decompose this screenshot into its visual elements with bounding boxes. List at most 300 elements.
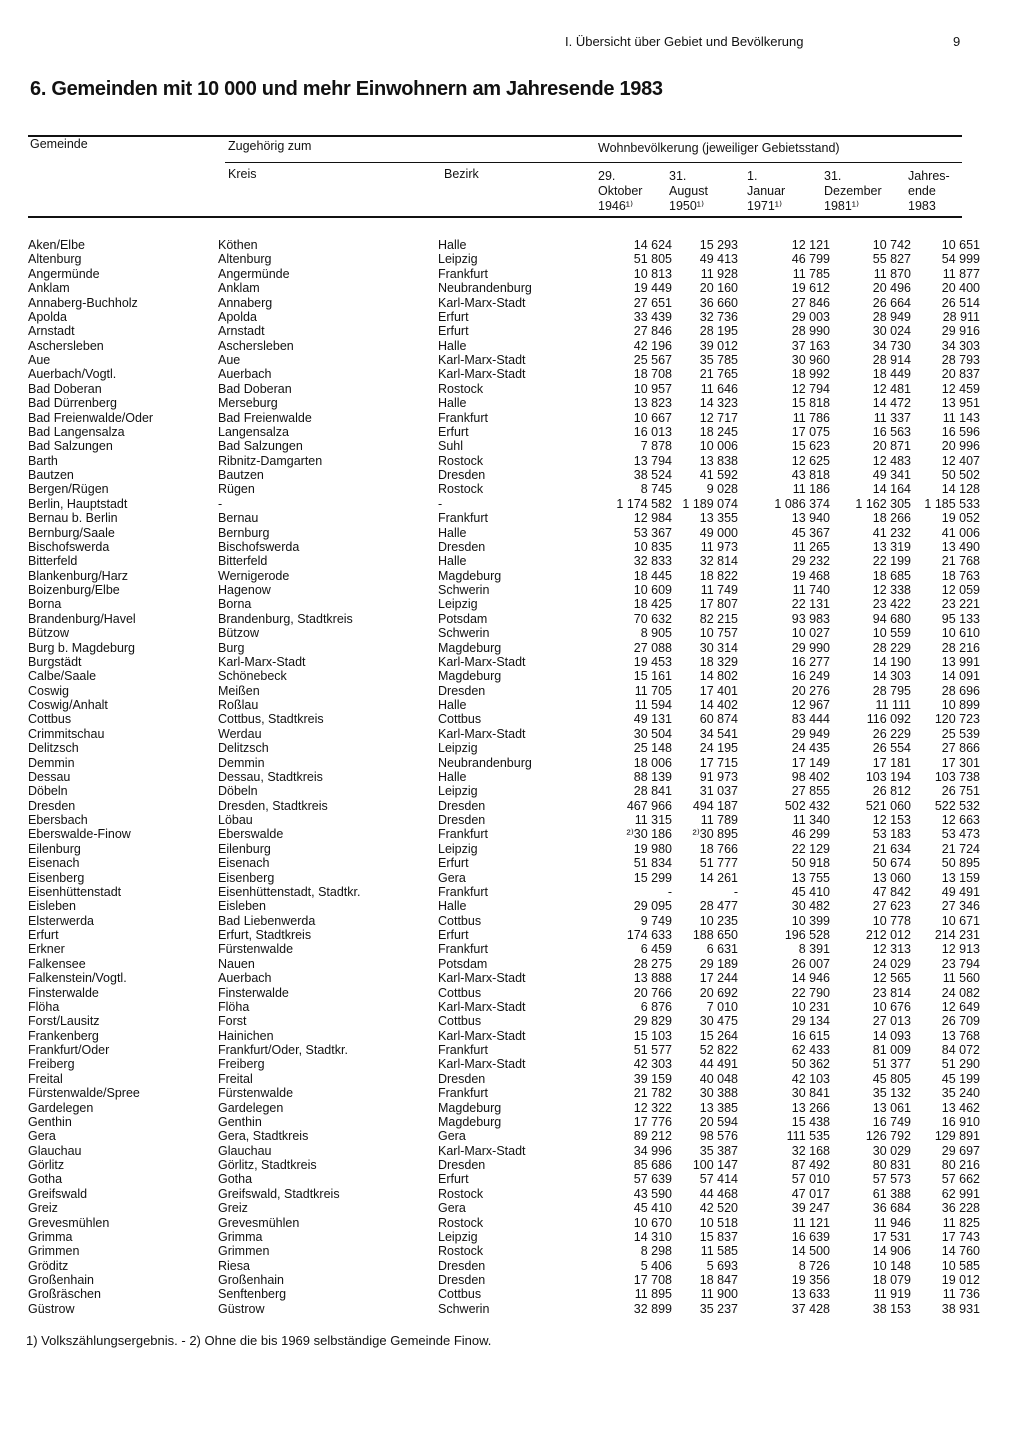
- cell-value: 26 664: [872, 295, 911, 310]
- cell-value: 44 491: [699, 1057, 738, 1072]
- col-date-line1: 31.: [669, 169, 687, 183]
- cell-value: 21 765: [699, 367, 738, 382]
- cell-value: 47 842: [872, 884, 911, 899]
- cell-gemeinde: Apolda: [28, 309, 67, 324]
- cell-gemeinde: Grimma: [28, 1229, 73, 1244]
- table-row: [28, 1043, 980, 1057]
- cell-value: 11 870: [873, 266, 911, 281]
- cell-value: 11 786: [792, 410, 830, 425]
- cell-kreis: Forst: [218, 1014, 247, 1029]
- cell-value: 29 697: [941, 1143, 980, 1158]
- cell-value: 30 504: [633, 726, 672, 741]
- cell-value: 11 315: [634, 813, 672, 827]
- cell-value: 30 029: [872, 1143, 911, 1158]
- cell-value: 15 103: [633, 1028, 672, 1043]
- cell-value: 30 475: [699, 1014, 738, 1029]
- col-date-line2: Dezember: [824, 184, 882, 198]
- cell-value: 38 931: [941, 1301, 980, 1316]
- cell-value: 30 841: [791, 1086, 830, 1101]
- cell-value: 34 996: [633, 1143, 672, 1158]
- cell-value: 34 730: [872, 338, 911, 353]
- cell-kreis: Erfurt, Stadtkreis: [218, 928, 312, 942]
- table-row: [28, 755, 980, 770]
- cell-value: 29 829: [633, 1014, 672, 1029]
- cell-kreis: Gardelegen: [218, 1100, 284, 1115]
- cell-value: 13 951: [941, 396, 980, 411]
- cell-bezirk: Frankfurt: [438, 827, 489, 842]
- cell-value: 29 990: [791, 640, 830, 655]
- cell-bezirk: Halle: [438, 396, 467, 411]
- cell-value: 13 462: [941, 1100, 980, 1115]
- table-row: [28, 1258, 980, 1273]
- cell-value: 14 128: [941, 482, 980, 497]
- col-date-line3: 1946¹⁾: [598, 199, 634, 213]
- cell-value: 39 159: [633, 1071, 672, 1086]
- cell-value: 42 103: [791, 1071, 830, 1086]
- cell-value: 14 500: [791, 1244, 830, 1259]
- cell-value: 16 013: [633, 424, 672, 439]
- cell-value: 22 199: [872, 554, 911, 569]
- col-date-line1: 29.: [598, 169, 616, 183]
- cell-value: 18 079: [872, 1273, 911, 1287]
- cell-kreis: Greiz: [218, 1201, 248, 1216]
- col-bezirk: Bezirk: [444, 167, 479, 181]
- cell-value: 98 402: [791, 769, 830, 784]
- table-row: [28, 626, 980, 641]
- cell-value: 19 052: [941, 511, 980, 526]
- cell-gemeinde: Berlin, Hauptstadt: [28, 496, 128, 511]
- cell-value: 98 576: [699, 1129, 738, 1144]
- cell-value: 18 266: [872, 511, 911, 526]
- table-row: [28, 597, 980, 612]
- cell-value: 11 785: [792, 266, 830, 281]
- cell-value: 35 132: [872, 1086, 911, 1101]
- table-row: [28, 1186, 980, 1201]
- table-row: [28, 439, 980, 454]
- cell-value: 196 528: [784, 928, 830, 942]
- cell-value: 22 129: [791, 841, 830, 856]
- cell-value: 50 674: [872, 856, 911, 871]
- cell-value: 53 367: [633, 525, 672, 540]
- cell-value: 20 996: [941, 439, 980, 454]
- cell-value: 32 736: [699, 309, 738, 324]
- cell-value: 42 520: [699, 1201, 738, 1216]
- cell-gemeinde: Bad Salzungen: [28, 439, 113, 454]
- cell-value: 13 060: [872, 870, 911, 885]
- cell-bezirk: Rostock: [438, 1215, 484, 1230]
- cell-value: 10 006: [699, 439, 738, 454]
- cell-bezirk: Leipzig: [438, 741, 478, 756]
- cell-value: 10 027: [791, 626, 830, 641]
- cell-value: 18 685: [872, 568, 911, 583]
- cell-gemeinde: Coswig/Anhalt: [28, 698, 108, 712]
- cell-value: 7 878: [640, 439, 672, 454]
- cell-bezirk: Dresden: [438, 539, 486, 554]
- cell-bezirk: Erfurt: [438, 309, 469, 324]
- cell-value: 28 696: [941, 683, 980, 698]
- cell-value: 21 768: [941, 554, 980, 569]
- cell-value: 111 535: [786, 1129, 830, 1144]
- cell-value: 12 625: [791, 453, 830, 468]
- cell-value: 14 310: [633, 1229, 672, 1244]
- cell-value: 13 991: [941, 654, 980, 669]
- cell-value: 19 980: [633, 841, 672, 856]
- cell-kreis: Aschersleben: [218, 338, 294, 353]
- cell-value: 18 766: [699, 841, 738, 856]
- cell-value: 20 692: [699, 985, 738, 1000]
- cell-value: 28 793: [941, 353, 980, 367]
- cell-value: 174 633: [626, 928, 672, 942]
- cell-value: 13 266: [791, 1100, 830, 1115]
- table-row: [28, 956, 980, 971]
- cell-value: 30 960: [791, 353, 830, 367]
- cell-gemeinde: Bad Langensalza: [28, 424, 125, 439]
- cell-bezirk: Karl-Marx-Stadt: [438, 295, 526, 310]
- cell-value: 14 164: [872, 482, 911, 497]
- cell-gemeinde: Delitzsch: [28, 741, 79, 756]
- table-row: [28, 870, 980, 885]
- cell-value: 32 814: [699, 554, 738, 569]
- cell-bezirk: Dresden: [438, 1258, 486, 1273]
- table-row: [28, 525, 980, 540]
- cell-bezirk: Magdeburg: [438, 568, 502, 583]
- table-row: [28, 281, 980, 296]
- cell-value: 26 812: [872, 784, 911, 799]
- cell-gemeinde: Angermünde: [28, 266, 100, 281]
- table-row: [28, 1028, 980, 1043]
- table-row: [28, 367, 980, 382]
- cell-kreis: Bernburg: [218, 525, 270, 540]
- cell-value: 28 229: [872, 640, 911, 655]
- header-bottom-rule: [28, 216, 962, 218]
- table-row: [28, 769, 980, 784]
- cell-value: 14 624: [633, 238, 672, 252]
- cell-value: 15 161: [633, 669, 672, 684]
- cell-value: 36 228: [941, 1201, 980, 1216]
- cell-value: 83 444: [791, 712, 830, 727]
- cell-gemeinde: Burg b. Magdeburg: [28, 640, 136, 655]
- cell-value: 21 634: [872, 841, 911, 856]
- cell-value: 28 914: [872, 353, 911, 367]
- table-row: [28, 985, 980, 1000]
- table-row: [28, 1014, 980, 1029]
- cell-bezirk: Halle: [438, 769, 467, 784]
- cell-kreis: Döbeln: [218, 784, 258, 799]
- cell-value: 17 181: [872, 755, 911, 770]
- cell-gemeinde: Eisenach: [28, 856, 80, 871]
- cell-value: 29 134: [791, 1014, 830, 1029]
- cell-bezirk: Halle: [438, 698, 467, 712]
- cell-value: 46 799: [791, 252, 830, 267]
- cell-value: 57 414: [699, 1172, 738, 1187]
- cell-bezirk: Halle: [438, 554, 467, 569]
- cell-gemeinde: Falkensee: [28, 956, 86, 971]
- cell-value: 15 623: [791, 439, 830, 454]
- cell-bezirk: Suhl: [438, 439, 464, 454]
- cell-value: 8 391: [798, 942, 830, 957]
- cell-kreis: Rügen: [218, 482, 255, 497]
- cell-value: 51 834: [633, 856, 672, 871]
- table-row: [28, 1086, 980, 1101]
- cell-value: 17 075: [791, 424, 830, 439]
- cell-value: 25 148: [633, 741, 672, 756]
- cell-value: 14 472: [872, 396, 911, 411]
- cell-bezirk: Frankfurt: [438, 1043, 489, 1057]
- cell-value: 11 560: [942, 971, 980, 986]
- cell-value: 32 899: [633, 1301, 672, 1316]
- cell-bezirk: Karl-Marx-Stadt: [438, 726, 526, 741]
- cell-value: 27 013: [872, 1014, 911, 1029]
- col-date-line2: Oktober: [598, 184, 643, 198]
- cell-bezirk: Frankfurt: [438, 1086, 489, 1101]
- cell-value: 53 183: [872, 827, 911, 842]
- cell-value: 1 086 374: [774, 496, 830, 511]
- cell-value: 17 149: [791, 755, 830, 770]
- cell-gemeinde: Anklam: [28, 281, 70, 296]
- cell-value: 18 708: [633, 367, 672, 382]
- cell-value: 12 121: [791, 238, 830, 252]
- table-title: 6. Gemeinden mit 10 000 und mehr Einwohnern am Jahresende 1983: [30, 78, 663, 100]
- cell-gemeinde: Gardelegen: [28, 1100, 94, 1115]
- cell-value: 38 153: [872, 1301, 911, 1316]
- cell-value: 36 684: [872, 1201, 911, 1216]
- cell-value: 25 567: [633, 353, 672, 367]
- cell-gemeinde: Demmin: [28, 755, 75, 770]
- cell-value: 10 148: [872, 1258, 911, 1273]
- cell-kreis: Bützow: [218, 626, 259, 641]
- cell-value: 16 563: [872, 424, 911, 439]
- cell-value: 14 760: [941, 1244, 980, 1259]
- cell-bezirk: Dresden: [438, 798, 486, 813]
- table-row: [28, 654, 980, 669]
- cell-value: 27 866: [941, 741, 980, 756]
- cell-gemeinde: Bernburg/Saale: [28, 525, 115, 540]
- cell-value: 23 794: [941, 956, 980, 971]
- cell-kreis: Grevesmühlen: [218, 1215, 300, 1230]
- cell-value: 45 805: [872, 1071, 911, 1086]
- cell-value: 18 245: [699, 424, 738, 439]
- cell-value: 24 435: [791, 741, 830, 756]
- cell-value: 27 651: [633, 295, 672, 310]
- cell-value: 11 186: [792, 482, 830, 497]
- table-row: [28, 798, 980, 813]
- cell-value: 11 789: [700, 813, 738, 827]
- cell-value: 10 559: [872, 626, 911, 641]
- cell-kreis: Angermünde: [218, 266, 290, 281]
- table-row: [28, 942, 980, 957]
- cell-gemeinde: Erkner: [28, 942, 65, 957]
- table-row: [28, 1143, 980, 1158]
- cell-value: 6 459: [640, 942, 672, 957]
- cell-bezirk: Karl-Marx-Stadt: [438, 971, 526, 986]
- cell-value: 10 899: [941, 698, 980, 712]
- cell-gemeinde: Ebersbach: [28, 813, 88, 827]
- cell-value: 88 139: [633, 769, 672, 784]
- table-row: [28, 1201, 980, 1216]
- cell-bezirk: -: [438, 496, 443, 511]
- cell-bezirk: Erfurt: [438, 856, 469, 871]
- cell-value: 53 473: [941, 827, 980, 842]
- table-row: [28, 1129, 980, 1144]
- cell-gemeinde: Gröditz: [28, 1258, 69, 1273]
- cell-value: 29 189: [699, 956, 738, 971]
- cell-bezirk: Gera: [438, 870, 466, 885]
- cell-kreis: Riesa: [218, 1258, 250, 1273]
- cell-gemeinde: Großräschen: [28, 1287, 101, 1302]
- cell-gemeinde: Döbeln: [28, 784, 68, 799]
- cell-kreis: Görlitz, Stadtkreis: [218, 1158, 317, 1172]
- cell-value: 1 162 305: [855, 496, 911, 511]
- cell-value: 10 667: [633, 410, 672, 425]
- cell-gemeinde: Fürstenwalde/Spree: [28, 1086, 140, 1101]
- table-row: [28, 928, 980, 942]
- table-row: [28, 1273, 980, 1287]
- cell-gemeinde: Barth: [28, 453, 58, 468]
- cell-value: 5 693: [706, 1258, 738, 1273]
- cell-value: 80 216: [941, 1158, 980, 1172]
- table-row: [28, 295, 980, 310]
- cell-value: 20 871: [872, 439, 911, 454]
- cell-bezirk: Schwerin: [438, 583, 490, 597]
- col-date-1946: [598, 169, 642, 214]
- cell-value: 87 492: [791, 1158, 830, 1172]
- cell-value: 16 910: [941, 1114, 980, 1129]
- cell-value: 15 264: [699, 1028, 738, 1043]
- cell-gemeinde: Eisleben: [28, 899, 76, 914]
- cell-value: 29 095: [633, 899, 672, 914]
- cell-value: 14 802: [699, 669, 738, 684]
- cell-value: 46 299: [791, 827, 830, 842]
- table-row: [28, 266, 980, 281]
- cell-value: 18 992: [791, 367, 830, 382]
- cell-kreis: Altenburg: [218, 252, 272, 267]
- table-row: [28, 468, 980, 482]
- cell-gemeinde: Altenburg: [28, 252, 82, 267]
- cell-value: 57 010: [791, 1172, 830, 1187]
- cell-value: 11 143: [942, 410, 980, 425]
- cell-bezirk: Magdeburg: [438, 669, 502, 684]
- cell-value: 27 623: [872, 899, 911, 914]
- cell-gemeinde: Freiberg: [28, 1057, 75, 1072]
- col-date-line1: Jahres-: [908, 169, 950, 183]
- cell-bezirk: Dresden: [438, 1158, 486, 1172]
- table-row: [28, 741, 980, 756]
- cell-bezirk: Karl-Marx-Stadt: [438, 353, 526, 367]
- cell-value: 21 724: [941, 841, 980, 856]
- table-row: [28, 669, 980, 684]
- footnote: 1) Volkszählungsergebnis. - 2) Ohne die bis 1969 selbständige Gemeinde Finow.: [26, 1333, 492, 1348]
- table-row: [28, 568, 980, 583]
- cell-bezirk: Magdeburg: [438, 1100, 502, 1115]
- cell-value: 84 072: [941, 1043, 980, 1057]
- cell-gemeinde: Bischofswerda: [28, 539, 110, 554]
- cell-kreis: Arnstadt: [218, 324, 265, 339]
- cell-value: 95 133: [941, 611, 980, 626]
- cell-value: 1 185 533: [924, 496, 980, 511]
- cell-value: -: [733, 884, 738, 899]
- cell-value: 11 337: [873, 410, 911, 425]
- cell-value: 6 631: [706, 942, 738, 957]
- cell-gemeinde: Calbe/Saale: [28, 669, 97, 684]
- cell-kreis: Greifswald, Stadtkreis: [218, 1186, 340, 1201]
- cell-value: 18 006: [633, 755, 672, 770]
- cell-value: 10 609: [633, 583, 672, 597]
- cell-value: 17 743: [941, 1229, 980, 1244]
- cell-value: 16 749: [872, 1114, 911, 1129]
- cell-value: 10 742: [872, 238, 911, 252]
- cell-value: 81 009: [872, 1043, 911, 1057]
- cell-bezirk: Schwerin: [438, 1301, 490, 1316]
- cell-value: 17 401: [699, 683, 738, 698]
- col-date-line2: August: [669, 184, 708, 198]
- cell-gemeinde: Crimmitschau: [28, 726, 105, 741]
- table-row: [28, 338, 980, 353]
- cell-bezirk: Karl-Marx-Stadt: [438, 1143, 526, 1158]
- cell-value: 47 017: [791, 1186, 830, 1201]
- cell-bezirk: Erfurt: [438, 324, 469, 339]
- cell-value: 51 377: [872, 1057, 911, 1072]
- cell-gemeinde: Dresden: [28, 798, 76, 813]
- cell-gemeinde: Boizenburg/Elbe: [28, 583, 120, 597]
- table-row: [28, 424, 980, 439]
- cell-value: 45 199: [941, 1071, 980, 1086]
- table-row: [28, 1057, 980, 1072]
- table-row: [28, 899, 980, 914]
- cell-bezirk: Neubrandenburg: [438, 281, 532, 296]
- cell-kreis: Annaberg: [218, 295, 273, 310]
- cell-kreis: Freital: [218, 1071, 253, 1086]
- cell-bezirk: Gera: [438, 1129, 466, 1144]
- cell-value: 10 231: [791, 999, 830, 1014]
- table-row: [28, 554, 980, 569]
- cell-value: -: [667, 884, 672, 899]
- cell-value: 13 755: [791, 870, 830, 885]
- cell-value: 11 946: [873, 1215, 911, 1230]
- cell-value: 12 717: [699, 410, 738, 425]
- cell-value: 11 877: [942, 266, 980, 281]
- cell-value: 61 388: [872, 1186, 911, 1201]
- cell-value: 18 822: [699, 568, 738, 583]
- cell-bezirk: Leipzig: [438, 784, 478, 799]
- cell-value: 50 502: [941, 468, 980, 482]
- cell-value: 43 818: [791, 468, 830, 482]
- cell-gemeinde: Freital: [28, 1071, 63, 1086]
- cell-gemeinde: Gotha: [28, 1172, 63, 1187]
- cell-value: 18 445: [633, 568, 672, 583]
- col-date-1983: [908, 169, 950, 214]
- cell-value: 20 837: [941, 367, 980, 382]
- table-row: [28, 1172, 980, 1187]
- cell-value: 11 928: [700, 266, 738, 281]
- cell-value: 17 776: [633, 1114, 672, 1129]
- cell-value: 16 277: [791, 654, 830, 669]
- cell-value: 27 846: [633, 324, 672, 339]
- cell-value: 62 433: [791, 1043, 830, 1057]
- cell-value: 14 190: [872, 654, 911, 669]
- cell-value: 23 814: [872, 985, 911, 1000]
- cell-value: 129 891: [934, 1129, 980, 1144]
- cell-gemeinde: Bitterfeld: [28, 554, 78, 569]
- cell-value: 15 837: [699, 1229, 738, 1244]
- cell-bezirk: Rostock: [438, 1244, 484, 1259]
- cell-value: 43 590: [633, 1186, 672, 1201]
- cell-kreis: Grimmen: [218, 1244, 270, 1259]
- cell-value: 60 874: [699, 712, 738, 727]
- cell-kreis: Güstrow: [218, 1301, 265, 1316]
- cell-kreis: Flöha: [218, 999, 250, 1014]
- cell-value: 57 573: [872, 1172, 911, 1187]
- cell-value: 17 715: [699, 755, 738, 770]
